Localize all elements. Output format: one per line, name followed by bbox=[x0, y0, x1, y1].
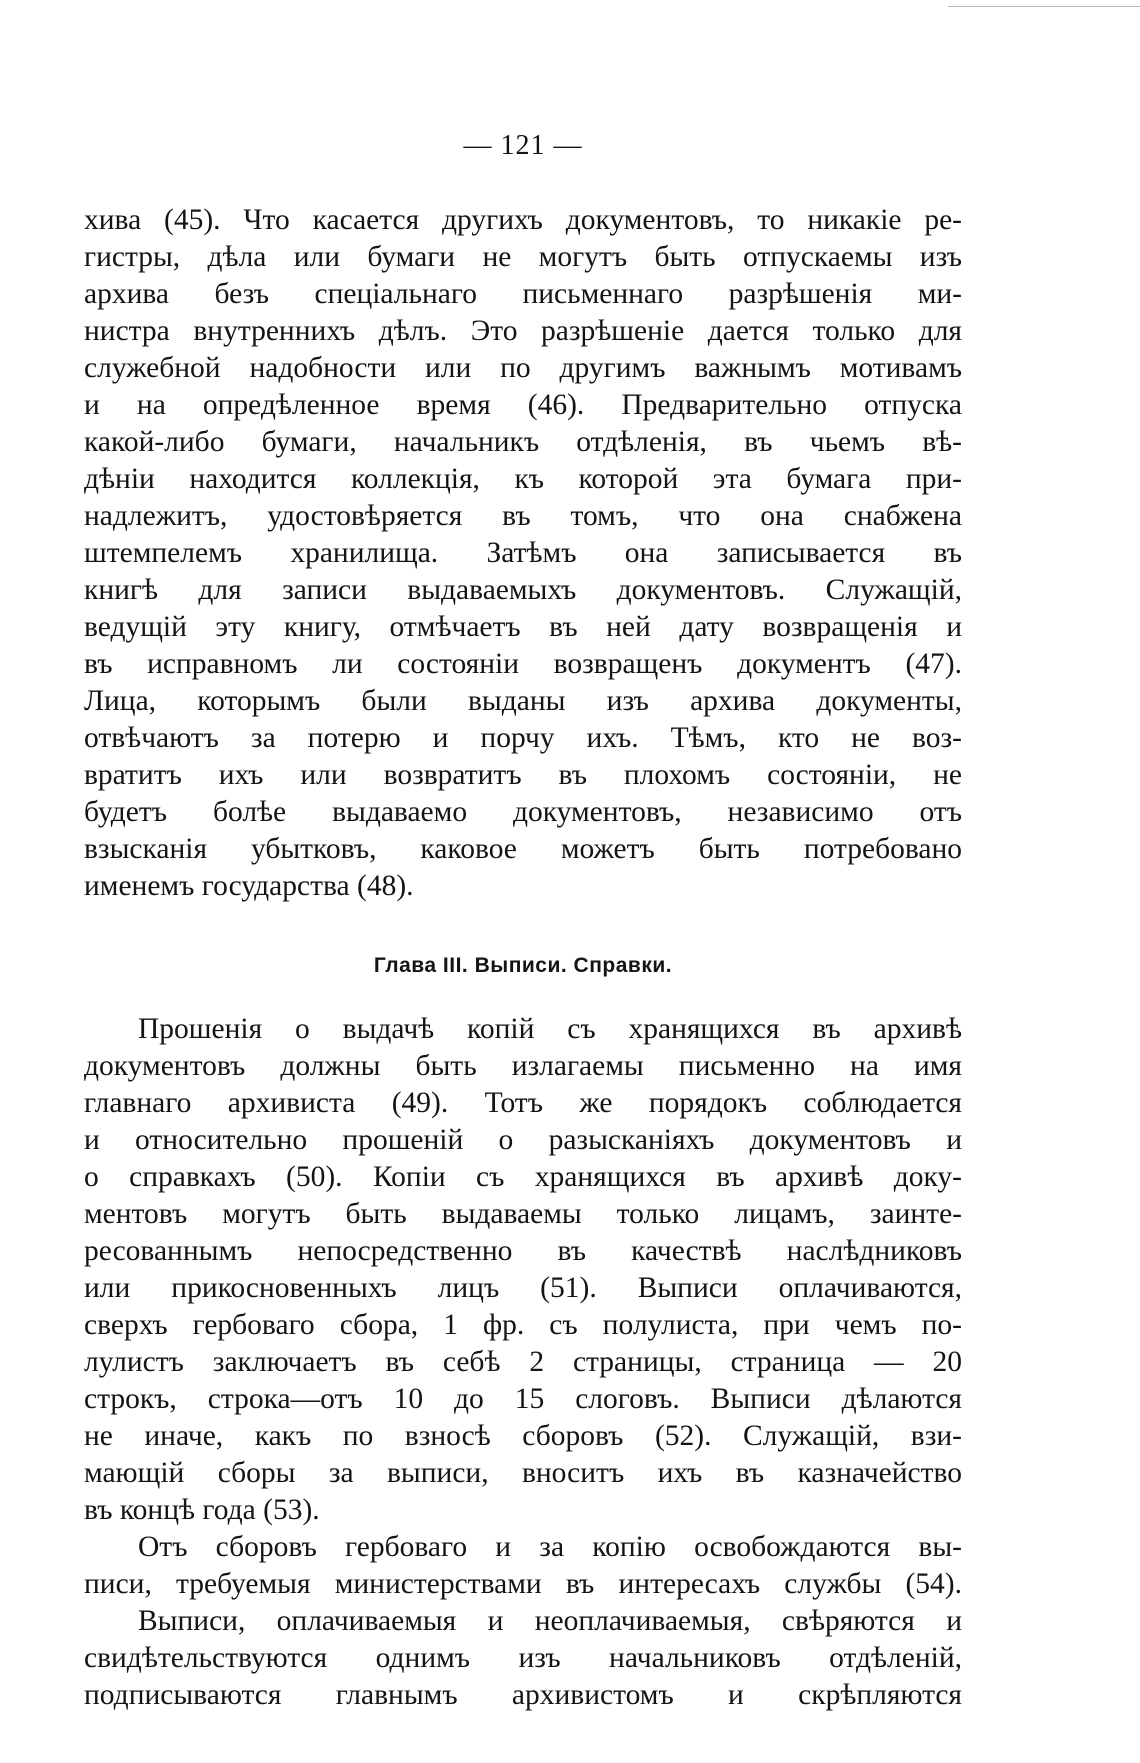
page-number: — 121 — bbox=[463, 130, 583, 161]
text-line: будетъ болѣе выдаваемо документовъ, независимо отъ bbox=[84, 796, 962, 828]
text-line: ведущій эту книгу, отмѣчаетъ въ ней дату возвращенія и bbox=[84, 611, 962, 643]
text-line: писи, требуемыя министерствами въ интересахъ службы (54). bbox=[84, 1568, 962, 1600]
text-line: надлежитъ, удостовѣряется въ томъ, что она снабжена bbox=[84, 500, 962, 532]
text-line: въ концѣ года (53). bbox=[84, 1494, 320, 1526]
scan-edge-line bbox=[948, 6, 1140, 7]
text-line: свидѣтельствуются однимъ изъ начальниковъ отдѣленій, bbox=[84, 1642, 962, 1674]
text-line: штемпелемъ хранилища. Затѣмъ она записывается въ bbox=[84, 537, 962, 569]
text-line: и относительно прошеній о разысканіяхъ документовъ и bbox=[84, 1124, 962, 1156]
text-line: Лица, которымъ были выданы изъ архива документы, bbox=[84, 685, 962, 717]
chapter-heading: Глава III. Выписи. Справки. bbox=[373, 954, 673, 977]
text-line: или прикосновенныхъ лицъ (51). Выписи оплачиваются, bbox=[84, 1272, 962, 1304]
text-line: именемъ государства (48). bbox=[84, 870, 414, 902]
text-line: подписываются главнымъ архивистомъ и скрѣпляются bbox=[84, 1679, 962, 1711]
text-line: отвѣчаютъ за потерю и порчу ихъ. Тѣмъ, кто не воз- bbox=[84, 722, 962, 754]
text-line: Выписи, оплачиваемыя и неоплачиваемыя, свѣряются и bbox=[138, 1605, 962, 1637]
paragraph-verification bbox=[84, 1603, 962, 1714]
text-line: сверхъ гербоваго сбора, 1 фр. съ полулиста, при чемъ по- bbox=[84, 1309, 962, 1341]
text-line: ментовъ могутъ быть выдаваемы только лицамъ, заинте- bbox=[84, 1198, 962, 1230]
paragraph-fee-exemption bbox=[84, 1529, 962, 1603]
text-line: Прошенія о выдачѣ копій съ хранящихся въ архивѣ bbox=[138, 1013, 962, 1045]
text-line: служебной надобности или по другимъ важнымъ мотивамъ bbox=[84, 352, 962, 384]
text-line: лулистъ заключаетъ въ себѣ 2 страницы, страница — 20 bbox=[84, 1346, 962, 1378]
paragraph-copy-requests bbox=[84, 1011, 962, 1529]
text-line: не иначе, какъ по взносѣ сборовъ (52). Служащій, взи- bbox=[84, 1420, 962, 1452]
text-line: строкъ, строка—отъ 10 до 15 слоговъ. Выписи дѣлаются bbox=[84, 1383, 962, 1415]
text-line: какой-либо бумаги, начальникъ отдѣленія, въ чьемъ вѣ- bbox=[84, 426, 962, 458]
text-line: мающій сборы за выписи, вноситъ ихъ въ казначейство bbox=[84, 1457, 962, 1489]
paragraph-archive-documents bbox=[84, 202, 962, 905]
text-line: архива безъ спеціальнаго письменнаго разрѣшенія ми- bbox=[84, 278, 962, 310]
text-line: вратитъ ихъ или возвратитъ въ плохомъ состояніи, не bbox=[84, 759, 962, 791]
text-line: и на опредѣленное время (46). Предварительно отпуска bbox=[84, 389, 962, 421]
text-line: главнаго архивиста (49). Тотъ же порядокъ соблюдается bbox=[84, 1087, 962, 1119]
text-line: въ исправномъ ли состояніи возвращенъ документъ (47). bbox=[84, 648, 962, 680]
text-line: взысканія убытковъ, каковое можетъ быть потребовано bbox=[84, 833, 962, 865]
text-line: ресованнымъ непосредственно въ качествѣ наслѣдниковъ bbox=[84, 1235, 962, 1267]
text-line: нистра внутреннихъ дѣлъ. Это разрѣшеніе дается только для bbox=[84, 315, 962, 347]
text-line: книгѣ для записи выдаваемыхъ документовъ. Служащій, bbox=[84, 574, 962, 606]
text-line: о справкахъ (50). Копіи съ хранящихся въ архивѣ доку- bbox=[84, 1161, 962, 1193]
text-line: хива (45). Что касается другихъ документовъ, то никакіе ре- bbox=[84, 204, 962, 236]
book-page bbox=[84, 126, 962, 1714]
text-line: дѣніи находится коллекція, къ которой эта бумага при- bbox=[84, 463, 962, 495]
text-line: гистры, дѣла или бумаги не могутъ быть отпускаемы изъ bbox=[84, 241, 962, 273]
text-line: Отъ сборовъ гербоваго и за копію освобождаются вы- bbox=[138, 1531, 962, 1563]
text-line: документовъ должны быть излагаемы письменно на имя bbox=[84, 1050, 962, 1082]
